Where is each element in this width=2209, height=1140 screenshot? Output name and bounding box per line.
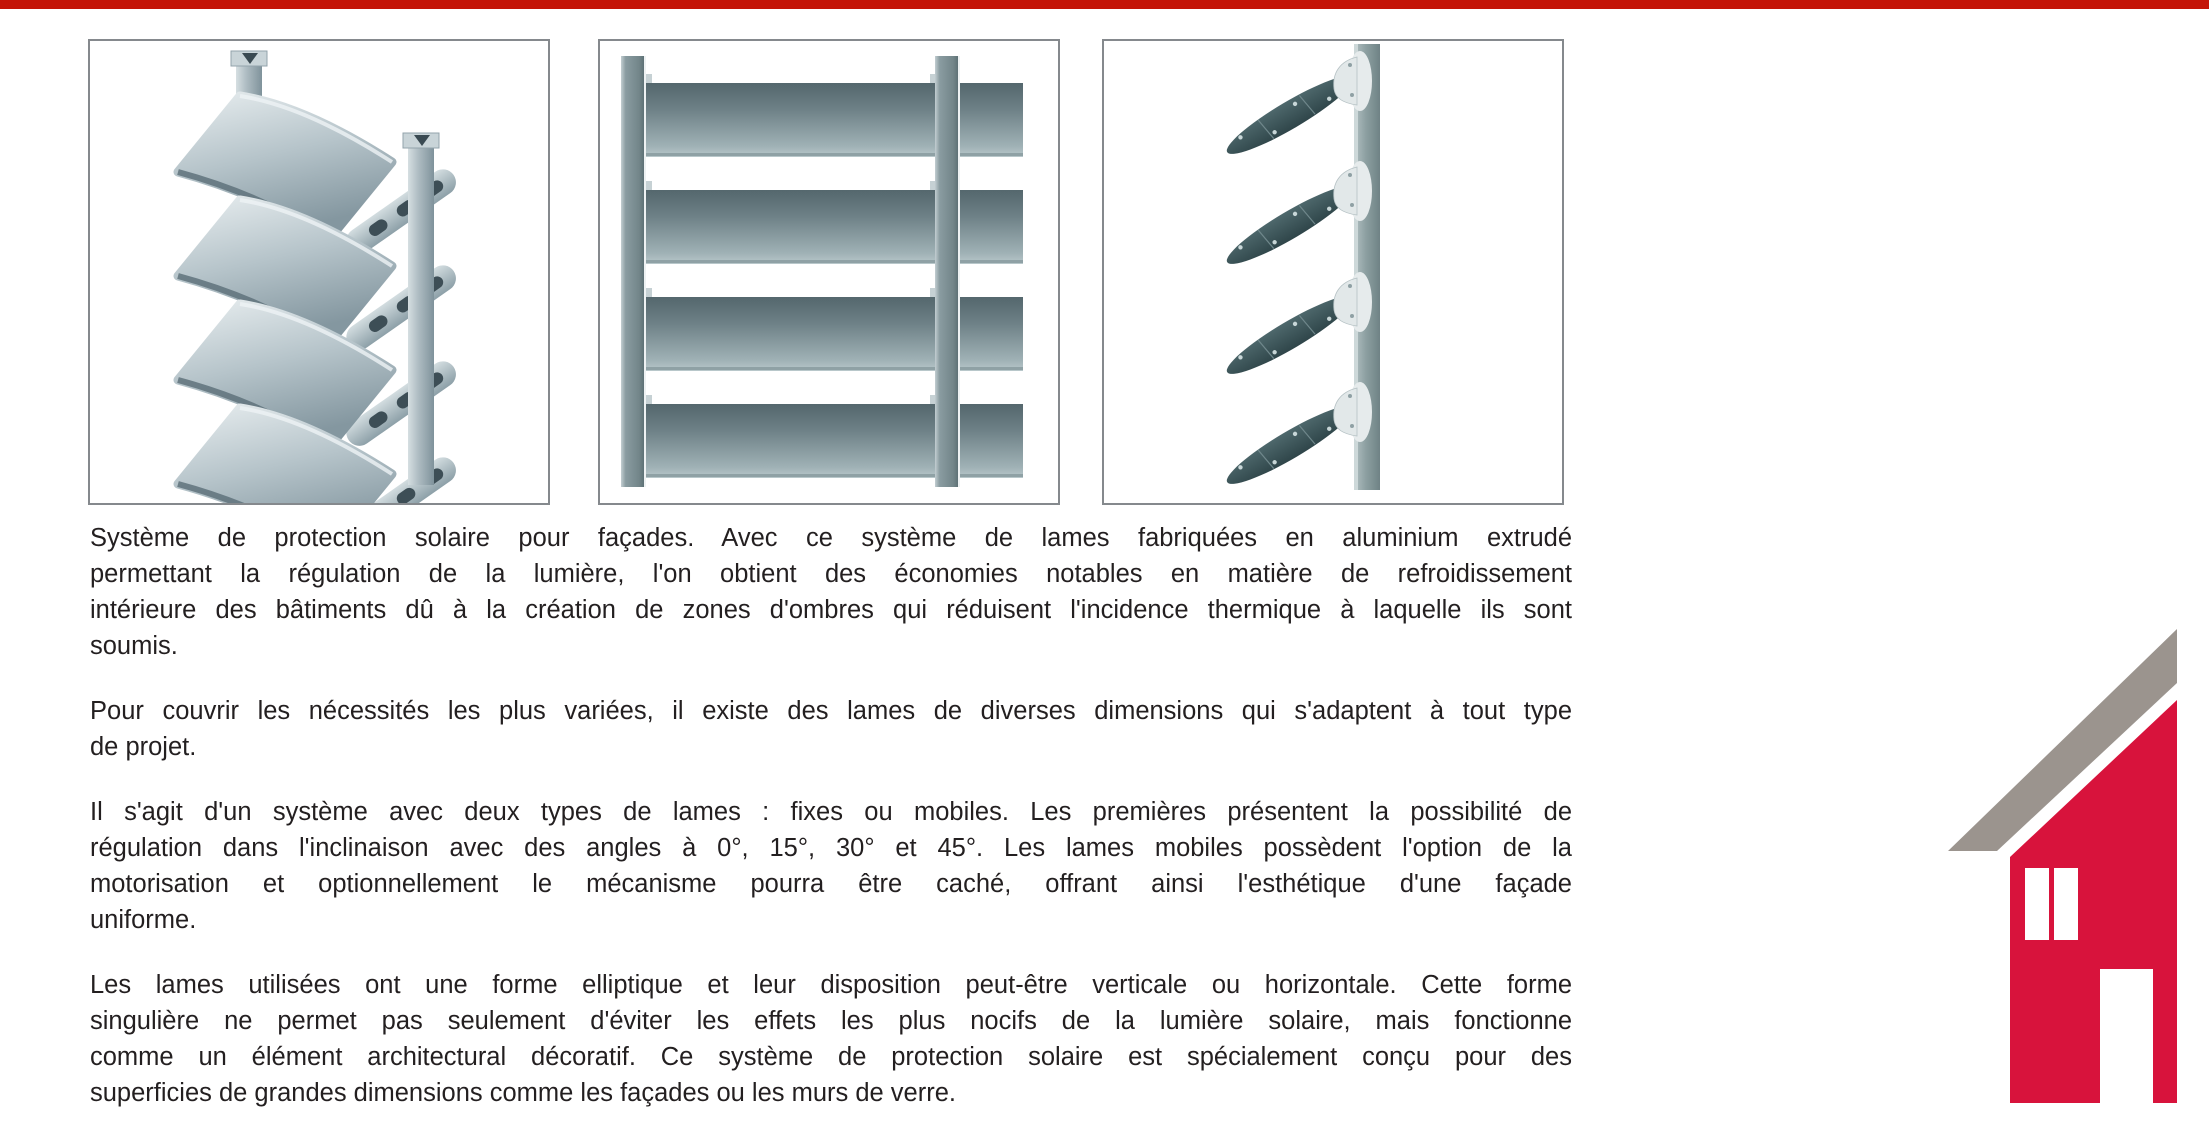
- figure-louvers-front: [598, 39, 1060, 505]
- company-logo: [1945, 625, 2185, 1105]
- paragraph-line: motorisation et optionnellement le mécanisme pourra être caché, offrant ainsi l'esthétique d'une façade: [90, 870, 1572, 898]
- paragraph-line: Système de protection solaire pour façades. Avec ce système de lames fabriquées en aluminium extrudé: [90, 524, 1572, 552]
- louvers-front-illustration: [600, 41, 1058, 503]
- paragraph: [90, 693, 1572, 765]
- paragraph-line: régulation dans l'inclinaison avec des angles à 0°, 15°, 30° et 45°. Les lames mobiles possèdent l'option de la: [90, 834, 1572, 862]
- figure-louvers-side: [1102, 39, 1564, 505]
- paragraph-line: Pour couvrir les nécessités les plus variées, il existe des lames de diverses dimensions qui s'adaptent à tout type: [90, 697, 1572, 725]
- paragraph-line: uniforme.: [90, 906, 197, 934]
- paragraph-line: comme un élément architectural décoratif. Ce système de protection solaire est spécialement conçu pour des: [90, 1043, 1572, 1071]
- paragraph-line: de projet.: [90, 733, 197, 761]
- red-house-logo: [1945, 625, 2185, 1105]
- paragraph: [90, 967, 1572, 1111]
- paragraph: [90, 794, 1572, 938]
- paragraph-line: permettant la régulation de la lumière, l'on obtient des économies notables en matière de refroidissement: [90, 560, 1572, 588]
- louvers-3d-illustration: [90, 41, 548, 503]
- paragraph-line: Les lames utilisées ont une forme elliptique et leur disposition peut-être verticale ou horizontale. Cette forme: [90, 971, 1572, 999]
- paragraph-line: Il s'agit d'un système avec deux types de lames : fixes ou mobiles. Les premières présentent la possibilité de: [90, 798, 1572, 826]
- horizontal-slats: [630, 83, 1023, 478]
- logo-window-left: [2025, 868, 2049, 940]
- logo-window-right: [2054, 868, 2078, 940]
- description-text: [90, 520, 1572, 1140]
- top-accent-bar: [0, 0, 2209, 9]
- paragraph-line: singulière ne permet pas seulement d'éviter les effets les plus nocifs de la lumière solaire, mais fonctionne: [90, 1007, 1572, 1035]
- figure-louvers-3d: [88, 39, 550, 505]
- paragraph-line: intérieure des bâtiments dû à la création de zones d'ombres qui réduisent l'incidence thermique à laquelle ils sont: [90, 596, 1572, 624]
- paragraph-line: superficies de grandes dimensions comme les façades ou les murs de verre.: [90, 1079, 956, 1107]
- louver-post-right: [403, 133, 439, 485]
- paragraph: [90, 520, 1572, 664]
- paragraph-line: soumis.: [90, 632, 178, 660]
- louvers-side-illustration: [1104, 41, 1562, 503]
